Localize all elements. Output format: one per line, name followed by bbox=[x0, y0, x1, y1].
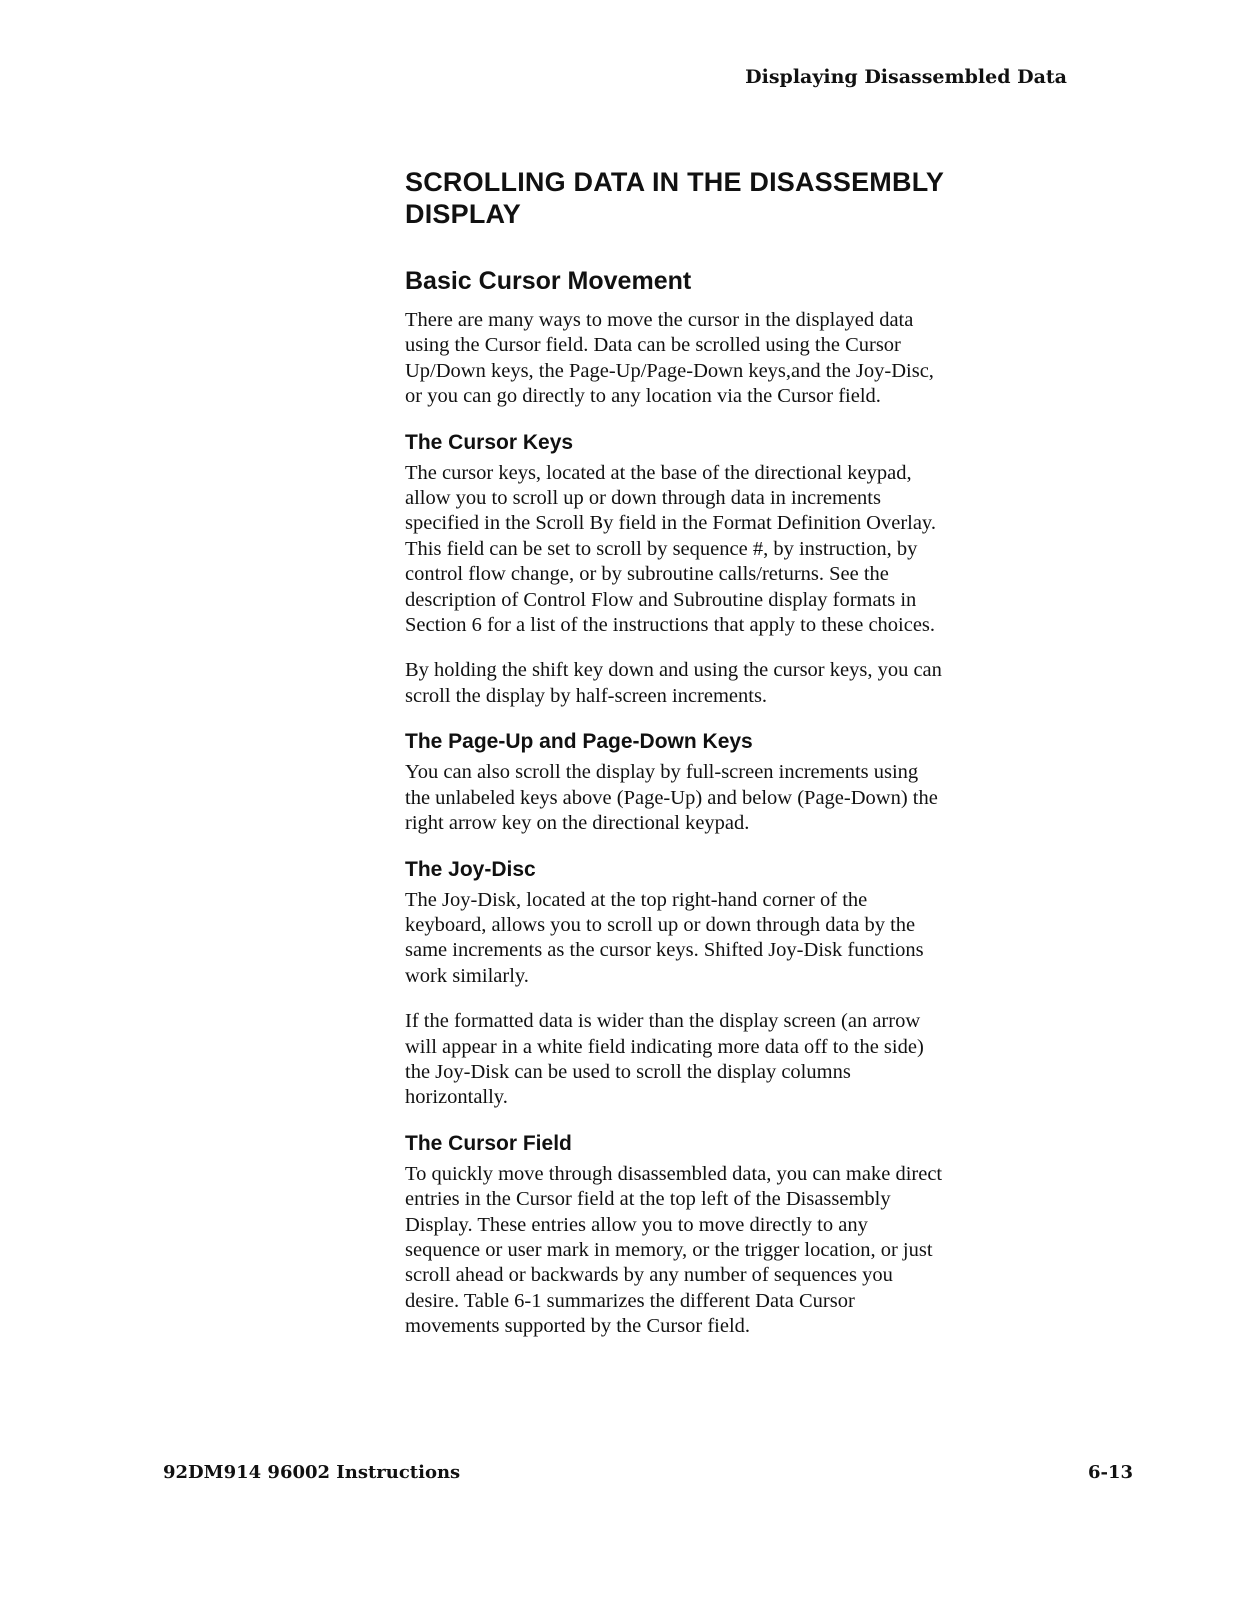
subsection-heading-cursor-field: The Cursor Field bbox=[405, 1131, 572, 1155]
footer-document-id: 92DM914 96002 Instructions bbox=[163, 1462, 461, 1483]
joy-disc-paragraph-1: The Joy-Disk, located at the top right-hand corner of the keyboard, allows you to scroll up or down through data by the same increments as the cursor keys. Shifted Joy-Disk functions work similarly. bbox=[405, 888, 924, 987]
subsection-heading-page-keys: The Page-Up and Page-Down Keys bbox=[405, 730, 753, 754]
cursor-keys-paragraph-2: By holding the shift key down and using the cursor keys, you can scroll the display by half-screen increments. bbox=[405, 659, 942, 707]
page-keys-paragraph: You can also scroll the display by full-screen increments using the unlabeled keys above (Page-Up) and below (Page-Down) the right arrow key on the directional keypad. bbox=[405, 761, 938, 835]
subsection-heading-cursor-keys: The Cursor Keys bbox=[405, 430, 574, 454]
cursor-keys-paragraph-1: The cursor keys, located at the base of the directional keypad, allow you to scroll up or down through data in increments specified in the Scroll By field in the Format Definition Overlay. This field can be set to scroll by sequence #, by instruction, by control flow change, or by subroutine calls/returns. See the description of Control Flow and Subroutine display formats in Section 6 for a list of the instructions that apply to these choices. bbox=[405, 461, 936, 637]
subsection-heading-joy-disc: The Joy-Disc bbox=[405, 857, 536, 881]
page-content bbox=[405, 166, 1085, 1340]
joy-disc-paragraph-2: If the formatted data is wider than the display screen (an arrow will appear in a white field indicating more data off to the side) the Joy-Disk can be used to scroll the display columns horizontally. bbox=[405, 1010, 924, 1109]
footer-page-number: 6-13 bbox=[1087, 1462, 1133, 1483]
basic-cursor-movement-paragraph: There are many ways to move the cursor in the displayed data using the Cursor field. Data can be scrolled using the Cursor Up/Down keys, the Page-Up/Page-Down keys,and the Joy-Disc, or you can go directly to any location via the Cursor field. bbox=[405, 309, 934, 408]
page-title: SCROLLING DATA IN THE DISASSEMBLY DISPLAY bbox=[405, 167, 945, 229]
running-header: Displaying Disassembled Data bbox=[745, 66, 1067, 88]
cursor-field-paragraph: To quickly move through disassembled data, you can make direct entries in the Cursor field at the top left of the Disassembly Display. These entries allow you to move directly to any sequence or user mark in memory, or the trigger location, or just scroll ahead or backwards by any number of sequences you desire. Table 6-1 summarizes the different Data Cursor movements supported by the Cursor field. bbox=[405, 1162, 943, 1338]
section-heading-basic-cursor-movement: Basic Cursor Movement bbox=[405, 267, 692, 295]
